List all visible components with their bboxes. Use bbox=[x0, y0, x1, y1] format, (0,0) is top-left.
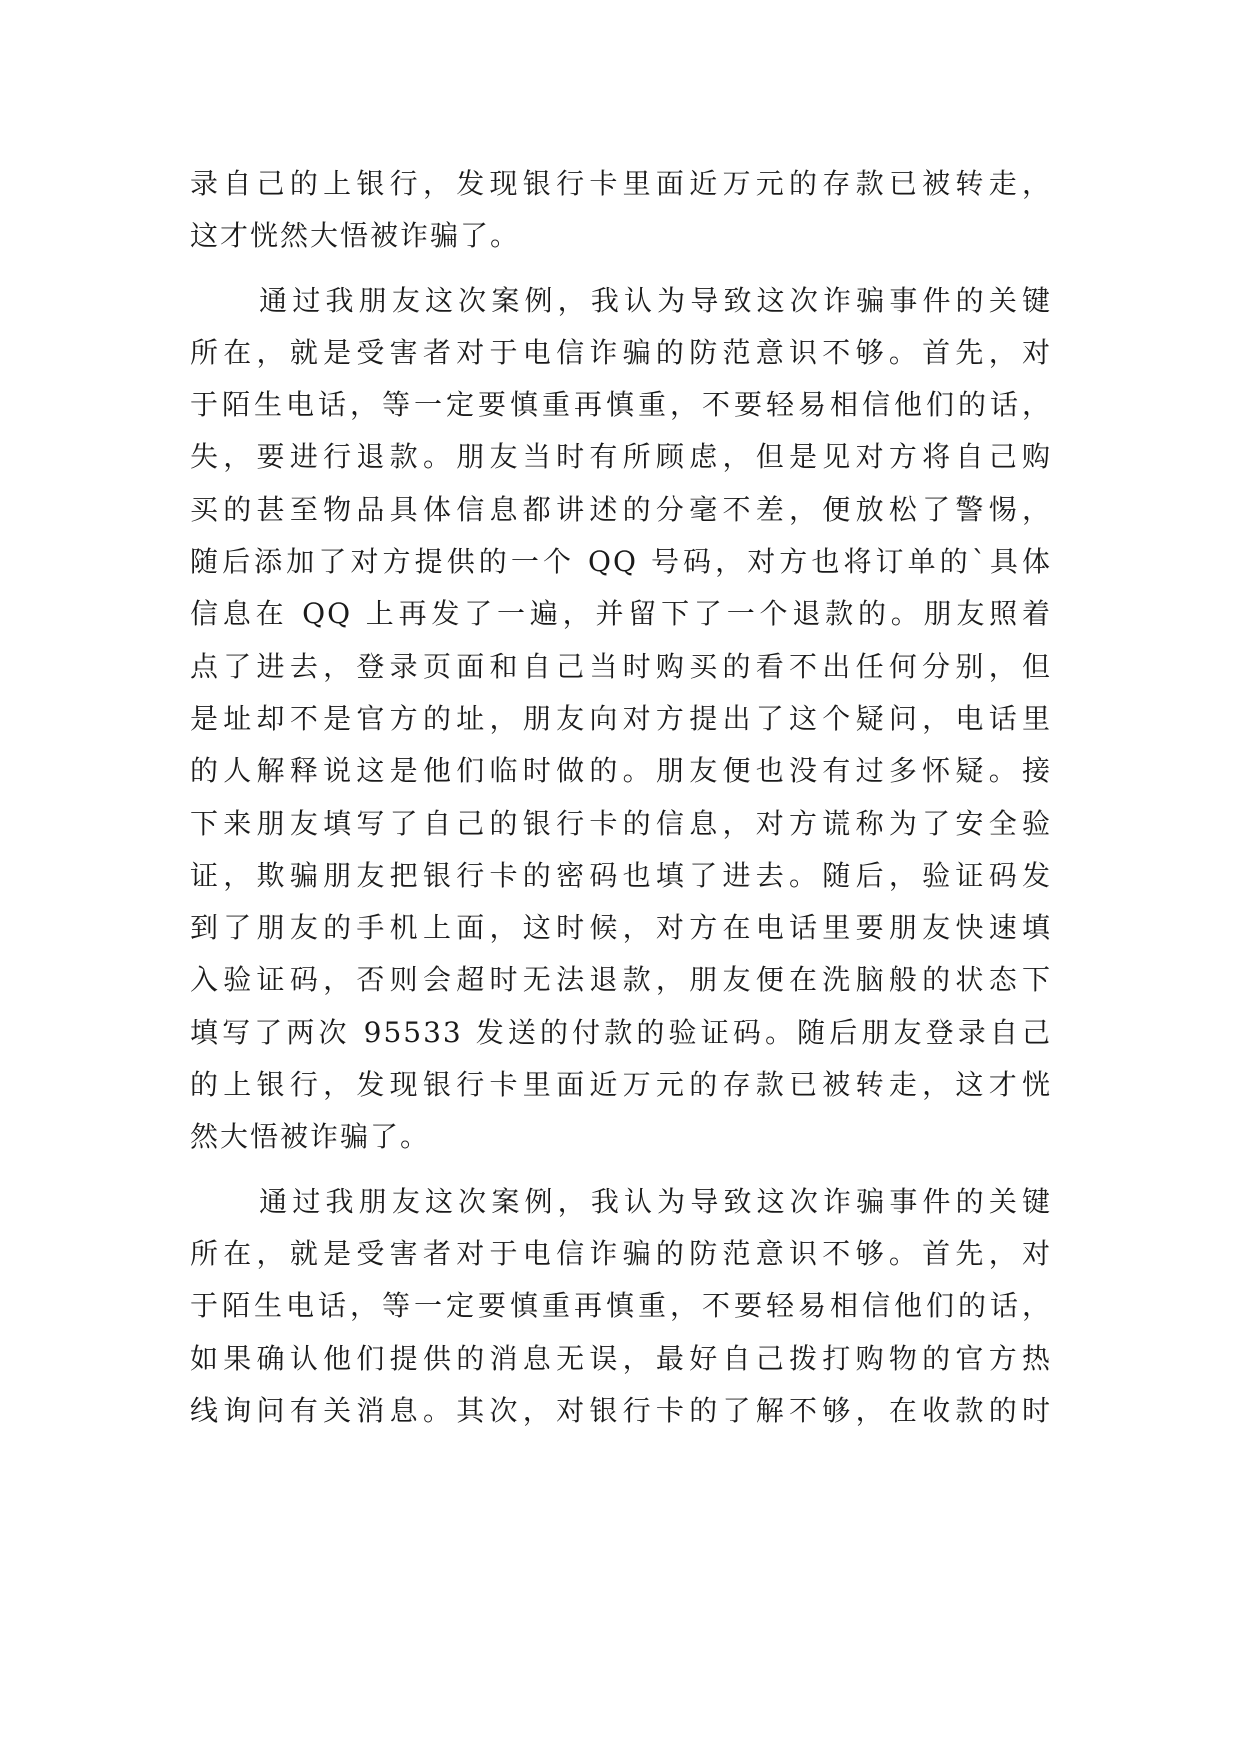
text-line: 的上银行，发现银行卡里面近万元的存款已被转走，这才恍 bbox=[190, 1068, 1052, 1102]
text-line: 到了朋友的手机上面，这时候，对方在电话里要朋友快速填 bbox=[190, 911, 1052, 945]
text-line: 是址却不是官方的址，朋友向对方提出了这个疑问，电话里 bbox=[190, 701, 1052, 735]
text-line: 入验证码，否则会超时无法退款，朋友便在洗脑般的状态下 bbox=[190, 963, 1052, 997]
text-line bbox=[190, 1176, 1052, 1228]
text-line: 所在，就是受害者对于电信诈骗的防范意识不够。首先，对 bbox=[190, 335, 1052, 369]
text-line: 这才恍然大悟被诈骗了。 bbox=[190, 219, 521, 253]
paragraph bbox=[190, 158, 1052, 263]
text-line: 填写了两次 95533 发送的付款的验证码。随后朋友登录自己 bbox=[190, 1015, 1052, 1049]
text-line: 证，欺骗朋友把银行卡的密码也填了进去。随后，验证码发 bbox=[190, 858, 1052, 892]
text-line: 买的甚至物品具体信息都讲述的分毫不差，便放松了警惕， bbox=[190, 492, 1052, 526]
paragraph bbox=[190, 275, 1052, 1164]
text-line: 录自己的上银行，发现银行卡里面近万元的存款已被转走， bbox=[190, 167, 1052, 200]
text-line: 如果确认他们提供的消息无误，最好自己拨打购物的官方热 bbox=[190, 1341, 1052, 1375]
text-line-content: 通过我朋友这次案例，我认为导致这次诈骗事件的关键 bbox=[256, 283, 1052, 317]
text-line: 线询问有关消息。其次，对银行卡的了解不够，在收款的时 bbox=[190, 1393, 1052, 1427]
text-line: 失，要进行退款。朋友当时有所顾虑，但是见对方将自己购 bbox=[190, 440, 1052, 474]
text-line bbox=[190, 275, 1052, 327]
text-line: 信息在 QQ 上再发了一遍，并留下了一个退款的。朋友照着 bbox=[190, 597, 1052, 631]
text-line: 的人解释说这是他们临时做的。朋友便也没有过多怀疑。接 bbox=[190, 754, 1052, 788]
text-line: 所在，就是受害者对于电信诈骗的防范意识不够。首先，对 bbox=[190, 1236, 1052, 1270]
text-line: 下来朋友填写了自己的银行卡的信息，对方谎称为了安全验 bbox=[190, 806, 1052, 840]
text-line: 然大悟被诈骗了。 bbox=[190, 1120, 431, 1154]
text-line: 随后添加了对方提供的一个 QQ 号码，对方也将订单的`具体 bbox=[190, 545, 1052, 579]
text-line: 于陌生电话，等一定要慎重再慎重，不要轻易相信他们的话， bbox=[190, 1289, 1052, 1323]
text-line: 点了进去，登录页面和自己当时购买的看不出任何分别，但 bbox=[190, 649, 1052, 683]
paragraph bbox=[190, 1176, 1052, 1437]
document-body bbox=[190, 158, 1052, 1437]
text-line: 于陌生电话，等一定要慎重再慎重，不要轻易相信他们的话， bbox=[190, 388, 1052, 422]
text-line-content: 通过我朋友这次案例，我认为导致这次诈骗事件的关键 bbox=[256, 1184, 1052, 1218]
